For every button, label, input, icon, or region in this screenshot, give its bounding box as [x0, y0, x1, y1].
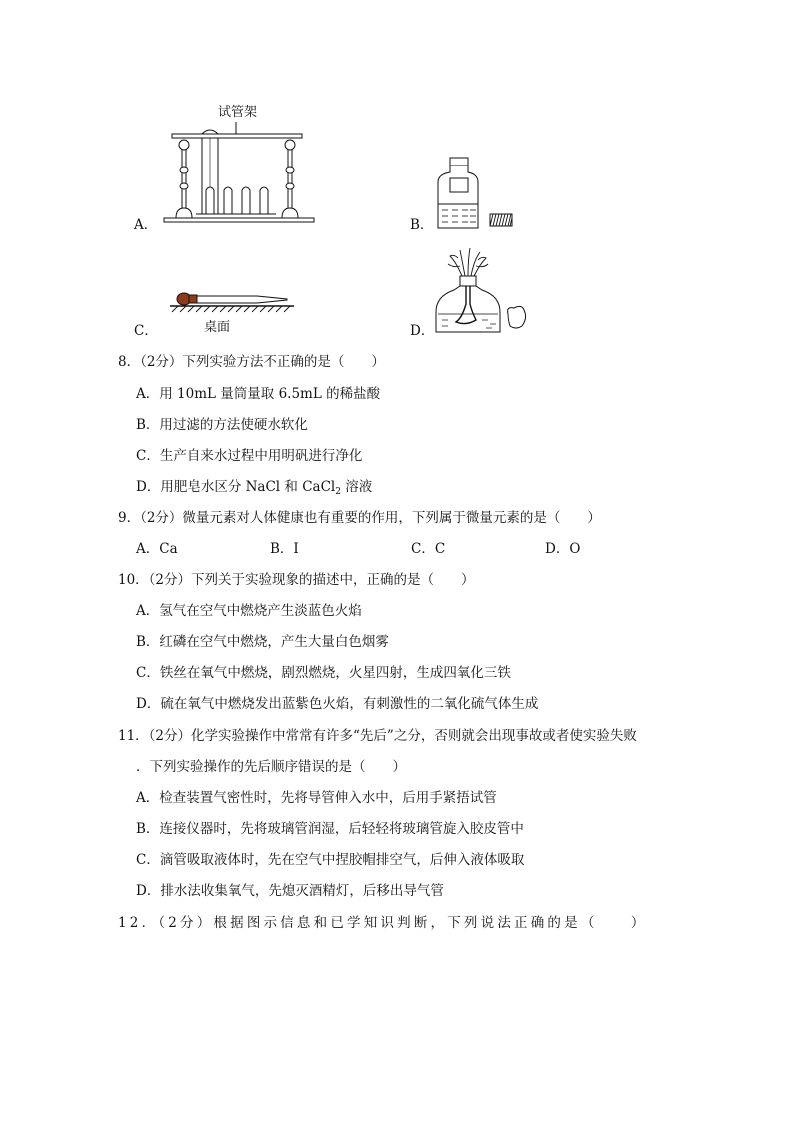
figure-c-letter: C． [134, 323, 158, 339]
question-10-stem: 10．（2分）下列关于实验现象的描述中，正确的是（ ） [118, 572, 475, 588]
question-11-stem-line2: ．下列实验操作的先后顺序错误的是（ ） [136, 759, 406, 775]
reagent-bottle-figure [436, 158, 526, 238]
test-tube-rack-figure [160, 118, 320, 228]
question-11-stem-line1: 11．（2分）化学实验操作中常常有许多“先后”之分，否则就会出现事故或者使实验失败 [118, 728, 637, 744]
question-10-option-b: B．红磷在空气中燃烧，产生大量白色烟雾 [136, 634, 389, 650]
question-10-option-a: A．氢气在空气中燃烧产生淡蓝色火焰 [136, 603, 362, 619]
option-d-text: D．用肥皂水区分 NaCl 和 CaCl [136, 479, 336, 495]
question-8-option-b: B．用过滤的方法使硬水软化 [136, 417, 308, 433]
figure-a-caption: 试管架 [218, 105, 258, 120]
alcohol-lamp-figure [432, 246, 532, 338]
figure-d-letter: D． [410, 323, 435, 339]
question-12-stem: 12．（2分）根据图示信息和已学知识判断，下列说法正确的是（ ） [118, 915, 648, 931]
question-11-option-b: B．连接仪器时，先将玻璃管润湿，后轻轻将玻璃管旋入胶皮管中 [136, 821, 524, 837]
option-d-suffix: 溶液 [340, 479, 373, 495]
question-9-option-c: C．C [411, 541, 446, 557]
question-11-option-c: C．滴管吸取液体时，先在空气中捏胶帽排空气，后伸入液体吸取 [136, 852, 525, 868]
figure-a-letter: A． [134, 217, 158, 233]
question-8-stem: 8．（2分）下列实验方法不正确的是（ ） [118, 354, 385, 370]
question-11-option-a: A．检查装置气密性时，先将导管伸入水中，后用手紧捂试管 [136, 790, 497, 806]
question-10-option-d: D．硫在氧气中燃烧发出蓝紫色火焰，有刺激性的二氧化硫气体生成 [136, 696, 539, 712]
question-8-option-d [136, 478, 372, 501]
question-8-option-a: A．用 10mL 量筒量取 6.5mL 的稀盐酸 [136, 386, 381, 402]
option-d-subscript: 2 [335, 487, 341, 497]
figure-c-caption: 桌面 [204, 320, 231, 335]
question-9-stem: 9．（2分）微量元素对人体健康也有重要的作用，下列属于微量元素的是（ ） [118, 510, 601, 526]
question-9-option-a: A．Ca [136, 541, 178, 557]
figure-b-letter: B． [410, 217, 434, 233]
dropper-on-table-figure [162, 290, 302, 320]
question-9-option-b: B．I [270, 541, 299, 557]
question-10-option-c: C．铁丝在氧气中燃烧，剧烈燃烧，火星四射，生成四氧化三铁 [136, 665, 511, 681]
question-11-option-d: D．排水法收集氧气，先熄灭酒精灯，后移出导气管 [136, 883, 444, 899]
question-8-option-c: C．生产自来水过程中用明矾进行净化 [136, 448, 363, 464]
question-9-option-d: D．O [545, 541, 581, 557]
